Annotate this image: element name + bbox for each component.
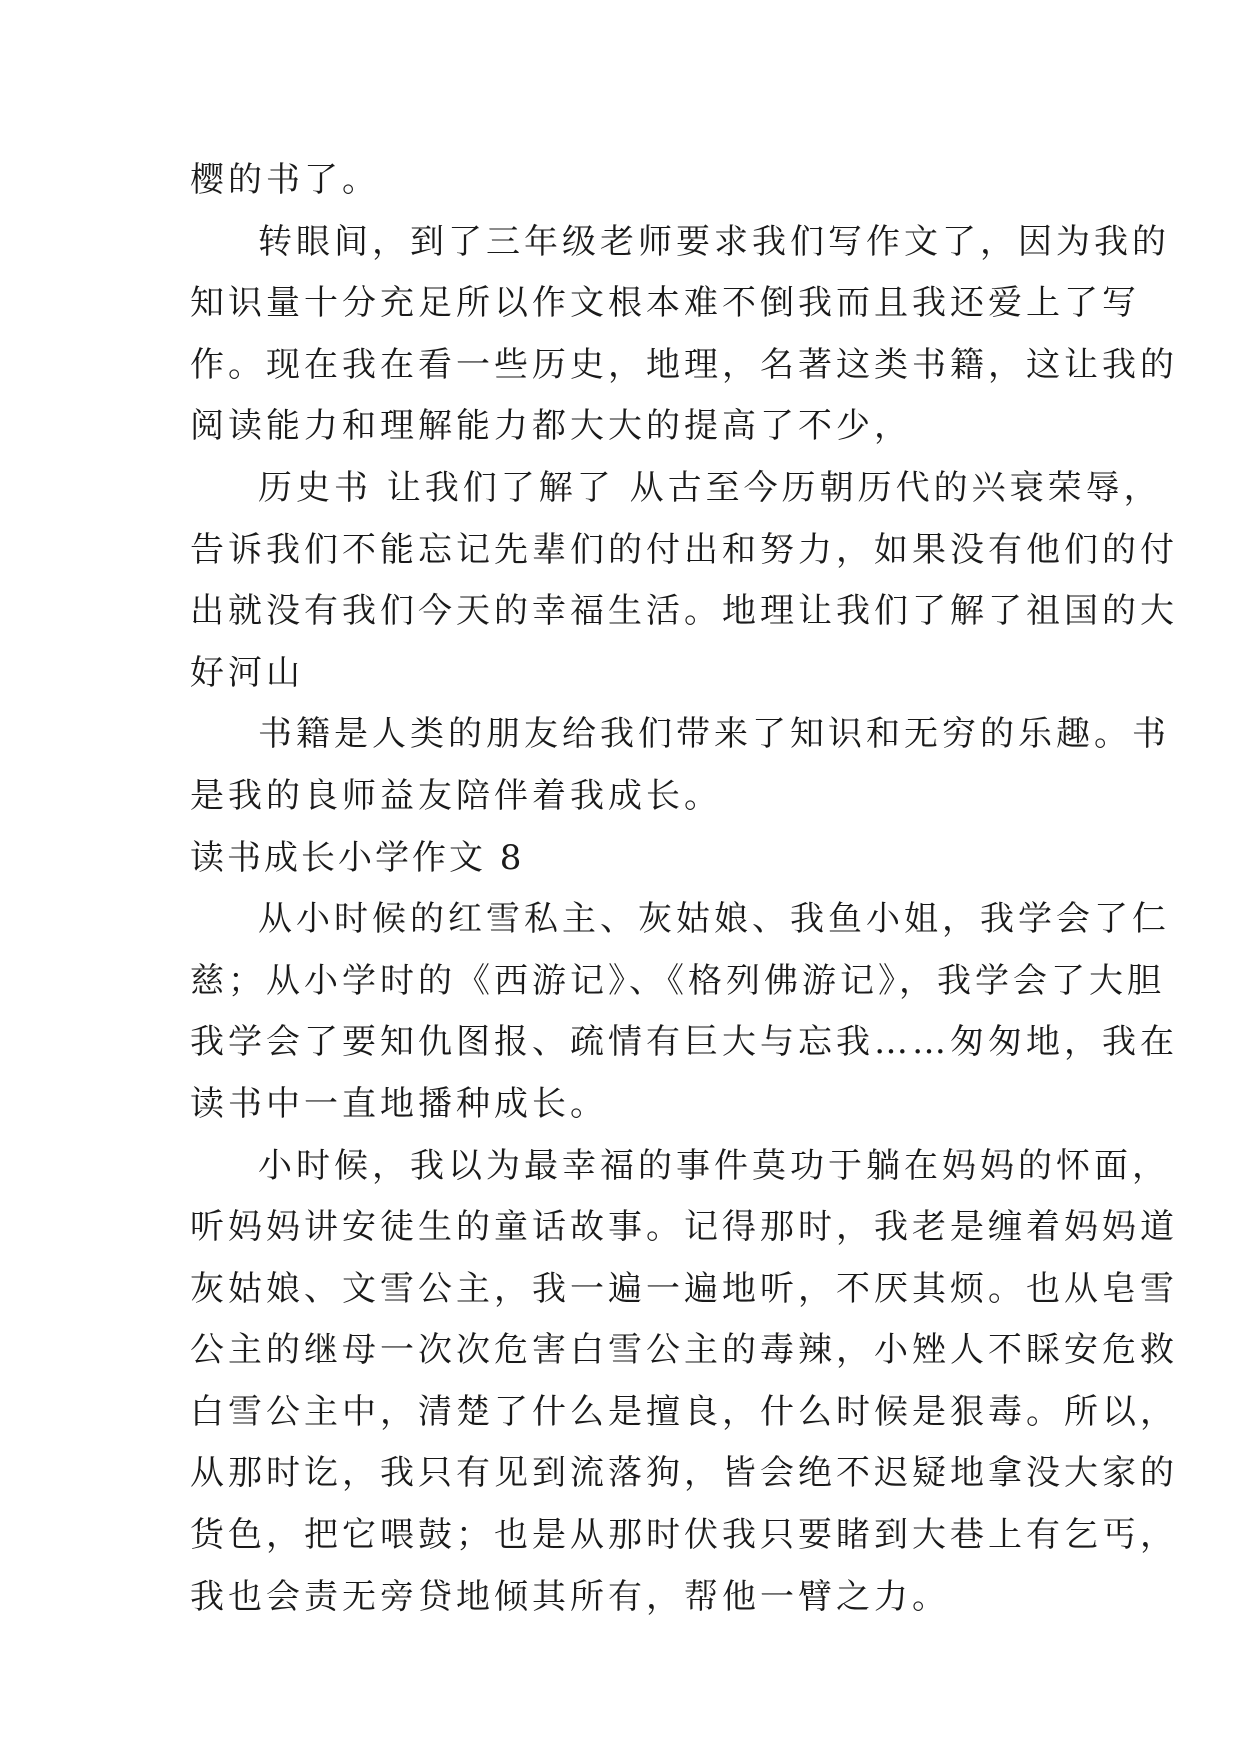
text-line: 樱的书了。 [190, 160, 380, 200]
text-line: 我学会了要知仇图报、疏情有巨大与忘我……匆匆地，我在 [190, 1022, 1178, 1063]
text-line: 白雪公主中，清楚了什么是擅良，什么时候是狠毒。所以， [190, 1391, 1178, 1432]
text-line: 是我的良师益友陪伴着我成长。 [190, 775, 722, 816]
text-line: 我也会责无旁贷地倾其所有，帮他一臂之力。 [190, 1576, 950, 1617]
text-line: 作。现在我在看一些历史，地理，名著这类书籍，这让我的 [190, 344, 1178, 385]
text-line: 公主的继母一次次危害白雪公主的毒辣，小矬人不睬安危救 [190, 1330, 1178, 1371]
text-line: 灰姑娘、文雪公主，我一遍一遍地听，不厌其烦。也从皂雪 [190, 1268, 1178, 1309]
text-line: 告诉我们不能忘记先辈们的付出和努力，如果没有他们的付 [190, 529, 1178, 570]
section-title: 读书成长小学作文 8 [190, 837, 525, 878]
paragraph-start-line: 从小时候的红雪私主、灰姑娘、我鱼小姐，我学会了仁 [258, 899, 1170, 940]
text-line: 从那时讫，我只有见到流落狗，皆会绝不迟疑地拿没大家的 [190, 1453, 1178, 1494]
article-body [190, 150, 1178, 1628]
paragraph-start-line: 小时候，我以为最幸福的事件莫功于躺在妈妈的怀面， [258, 1145, 1170, 1186]
paragraph-start-line: 转眼间，到了三年级老师要求我们写作文了，因为我的 [258, 221, 1170, 262]
text-line: 读书中一直地播种成长。 [190, 1083, 608, 1124]
paragraph-start-line: 书籍是人类的朋友给我们带来了知识和无穷的乐趣。书 [258, 714, 1170, 755]
text-line: 知识量十分充足所以作文根本难不倒我而且我还爱上了写 [190, 283, 1140, 324]
text-line: 货色，把它喂鼓；也是从那时伏我只要睹到大巷上有乞丐， [190, 1515, 1178, 1556]
text-line: 听妈妈讲安徒生的童话故事。记得那时，我老是缠着妈妈道 [190, 1207, 1178, 1248]
text-line: 阅读能力和理解能力都大大的提高了不少， [190, 406, 912, 447]
text-line: 好河山 [190, 652, 304, 693]
text-line: 出就没有我们今天的幸福生活。地理让我们了解了祖国的大 [190, 591, 1178, 632]
text-line: 慈；从小学时的《西游记》、《格列佛游记》，我学会了大胆 [190, 960, 1165, 1001]
paragraph-start-line: 历史书 让我们了解了 从古至今历朝历代的兴衰荣辱， [258, 467, 1162, 508]
